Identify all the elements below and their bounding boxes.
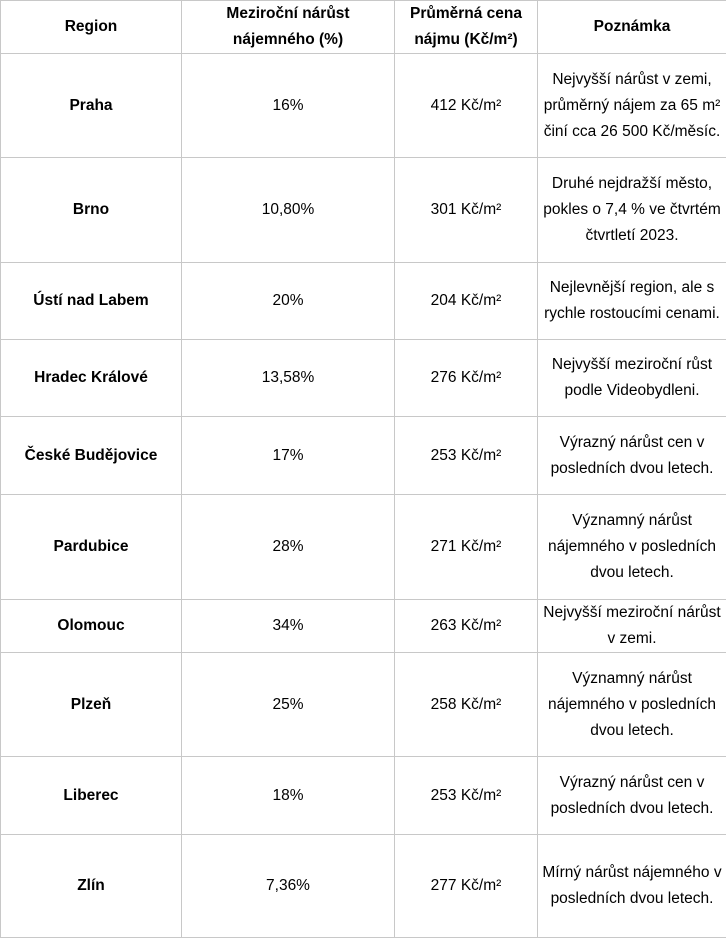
region-cell: Brno	[1, 158, 182, 263]
price-cell: 271 Kč/m²	[395, 495, 538, 600]
region-cell: Ústí nad Labem	[1, 263, 182, 340]
header-row	[1, 1, 726, 54]
region-cell: Plzeň	[1, 653, 182, 757]
note-cell: Významný nárůst nájemného v posledních dvou letech.	[538, 495, 726, 600]
note-cell: Nejvyšší nárůst v zemi, průměrný nájem za 65 m² činí cca 26 500 Kč/měsíc.	[538, 54, 726, 158]
growth-cell: 7,36%	[182, 835, 395, 938]
table-row	[1, 340, 726, 417]
table-row	[1, 263, 726, 340]
region-cell: Hradec Králové	[1, 340, 182, 417]
header-note: Poznámka	[538, 1, 726, 54]
table-row	[1, 600, 726, 653]
price-cell: 253 Kč/m²	[395, 417, 538, 495]
price-cell: 276 Kč/m²	[395, 340, 538, 417]
region-cell: Pardubice	[1, 495, 182, 600]
header-growth: Meziroční nárůst nájemného (%)	[182, 1, 395, 54]
note-cell: Výrazný nárůst cen v posledních dvou letech.	[538, 417, 726, 495]
region-cell: Zlín	[1, 835, 182, 938]
growth-cell: 28%	[182, 495, 395, 600]
price-cell: 412 Kč/m²	[395, 54, 538, 158]
growth-cell: 17%	[182, 417, 395, 495]
header-price: Průměrná cena nájmu (Kč/m²)	[395, 1, 538, 54]
price-cell: 204 Kč/m²	[395, 263, 538, 340]
note-cell: Nejlevnější region, ale s rychle rostoucími cenami.	[538, 263, 726, 340]
note-cell: Mírný nárůst nájemného v posledních dvou letech.	[538, 835, 726, 938]
note-cell: Významný nárůst nájemného v posledních dvou letech.	[538, 653, 726, 757]
price-cell: 253 Kč/m²	[395, 757, 538, 835]
region-cell: Praha	[1, 54, 182, 158]
note-cell: Druhé nejdražší město, pokles o 7,4 % ve čtvrtém čtvrtletí 2023.	[538, 158, 726, 263]
table-row	[1, 417, 726, 495]
price-cell: 263 Kč/m²	[395, 600, 538, 653]
note-cell: Nejvyšší meziroční nárůst v zemi.	[538, 600, 726, 653]
growth-cell: 25%	[182, 653, 395, 757]
price-cell: 277 Kč/m²	[395, 835, 538, 938]
growth-cell: 20%	[182, 263, 395, 340]
note-cell: Nejvyšší meziroční růst podle Videobydleni.	[538, 340, 726, 417]
table-row	[1, 653, 726, 757]
price-cell: 301 Kč/m²	[395, 158, 538, 263]
growth-cell: 18%	[182, 757, 395, 835]
growth-cell: 16%	[182, 54, 395, 158]
table-row	[1, 158, 726, 263]
note-cell: Výrazný nárůst cen v posledních dvou letech.	[538, 757, 726, 835]
region-cell: Olomouc	[1, 600, 182, 653]
region-cell: České Budějovice	[1, 417, 182, 495]
growth-cell: 10,80%	[182, 158, 395, 263]
growth-cell: 13,58%	[182, 340, 395, 417]
price-cell: 258 Kč/m²	[395, 653, 538, 757]
table-row	[1, 54, 726, 158]
growth-cell: 34%	[182, 600, 395, 653]
header-region: Region	[1, 1, 182, 54]
table-row	[1, 757, 726, 835]
table-row	[1, 835, 726, 938]
region-cell: Liberec	[1, 757, 182, 835]
table-row	[1, 495, 726, 600]
